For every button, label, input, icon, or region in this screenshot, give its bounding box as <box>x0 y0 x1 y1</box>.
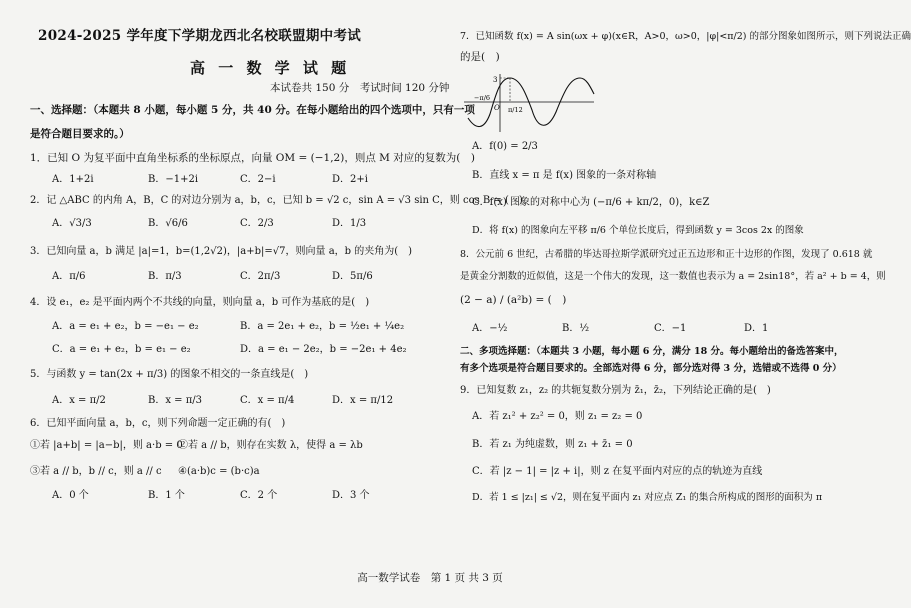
exam-info: 本试卷共 150 分 考试时间 120 分钟 <box>270 82 450 94</box>
q5-option-a: A．x = π/2 <box>52 395 106 406</box>
page-footer: 高一数学试卷 第 1 页 共 3 页 <box>357 572 503 584</box>
q8-option-b: B．½ <box>562 323 590 334</box>
q5-option-d: D．x = π/12 <box>332 395 394 406</box>
q1-option-b: B．−1+2i <box>148 174 199 185</box>
section2-heading: 二、多项选择题：（本题共 3 小题，每小题 6 分，满分 18 分。每小题给出的备选答案中， <box>460 346 844 357</box>
q4-option-d: D．a = e₁ − 2e₂，b = −2e₁ + 4e₂ <box>240 344 407 355</box>
q1-stem: 1．已知 O 为复平面中直角坐标系的坐标原点，向量 OM = (−1,2)，则点 M 对应的复数为( ) <box>30 152 475 164</box>
section1-heading: 一、选择题：（本题共 8 小题，每小题 5 分，共 40 分。在每小题给出的四个选项中，只有一项 <box>30 104 475 116</box>
q7-stem: 7．已知函数 f(x) = A sin(ωx + φ)(x∈R，A>0，ω>0，|φ|<π/2) 的部分图象如图所示，则下列说法正确 <box>460 31 911 42</box>
q6-option-b: B．1 个 <box>148 490 185 501</box>
q3-option-d: D．5π/6 <box>332 271 373 282</box>
section1-heading-cont: 是符合题目要求的。） <box>30 128 130 140</box>
q8-expression: (2 − a) / (a²b) = ( ) <box>460 294 567 306</box>
graph-label-pi-12: π/12 <box>508 106 523 114</box>
q7-stem-cont: 的是( ) <box>460 51 500 63</box>
q4-option-b: B．a = 2e₁ + e₂，b = ½e₁ + ¼e₂ <box>240 321 405 332</box>
q2-stem: 2．记 △ABC 的内角 A，B，C 的对边分别为 a，b，c，已知 b = √2 c，sin A = √3 sin C，则 cos B = ( ) <box>30 195 523 206</box>
q8-option-d: D．1 <box>744 323 769 334</box>
q8-option-a: A．−½ <box>472 323 508 334</box>
q4-option-a: A．a = e₁ + e₂，b = −e₁ − e₂ <box>52 321 199 332</box>
q9-stem: 9．已知复数 z₁，z₂ 的共轭复数分别为 z̄₁，z̄₂，下列结论正确的是( ) <box>460 385 771 396</box>
q7-function-graph <box>464 72 596 134</box>
q5-option-b: B．x = π/3 <box>148 395 203 406</box>
q7-option-c: C．f(x) 图象的对称中心为 (−π/6 + kπ/2，0)，k∈Z <box>472 197 710 208</box>
q8-stem-cont: 是黄金分割数的近似值，这是一个伟大的发现，这一数值也表示为 a = 2sin18°，若 a² + b = 4，则 <box>460 271 886 282</box>
q6-statement-4: ④(a·b)c = (b·c)a <box>178 466 260 477</box>
q4-stem: 4．设 e₁，e₂ 是平面内两个不共线的向量，则向量 a，b 可作为基底的是( ) <box>30 297 370 308</box>
section2-heading-cont: 有多个选项是符合题目要求的。全部选对得 6 分，部分选对得 3 分，选错或不选得 0 分） <box>460 363 842 374</box>
q9-option-d: D．若 1 ≤ |z₁| ≤ √2，则在复平面内 z₁ 对应点 Z₁ 的集合所构成的图形的面积为 π <box>472 492 823 503</box>
q5-option-c: C．x = π/4 <box>240 395 295 406</box>
q3-stem: 3．已知向量 a，b 满足 |a|=1，b=(1,2√2)，|a+b|=√7，则向量 a，b 的夹角为( ) <box>30 246 413 257</box>
q3-option-c: C．2π/3 <box>240 271 281 282</box>
q9-option-a: A．若 z₁² + z₂² = 0，则 z₁ = z₂ = 0 <box>472 411 643 422</box>
q2-option-d: D．1/3 <box>332 218 367 229</box>
q1-option-a: A．1+2i <box>52 174 94 185</box>
graph-label-neg-pi-6: −π/6 <box>474 94 491 102</box>
q1-option-c: C．2−i <box>240 174 276 185</box>
graph-label-3: 3 <box>493 76 498 84</box>
q3-option-b: B．π/3 <box>148 271 182 282</box>
q7-option-b: B．直线 x = π 是 f(x) 图象的一条对称轴 <box>472 170 657 181</box>
q6-statement-1: ①若 |a+b| = |a−b|，则 a·b = 0 <box>30 440 183 451</box>
q2-option-b: B．√6/6 <box>148 218 188 229</box>
q9-option-c: C．若 |z − 1| = |z + i|，则 z 在复平面内对应的点的轨迹为直线 <box>472 466 763 477</box>
q5-stem: 5．与函数 y = tan(2x + π/3) 的图象不相交的一条直线是( ) <box>30 369 309 380</box>
q9-option-b: B．若 z₁ 为纯虚数，则 z₁ + z̄₁ = 0 <box>472 439 633 450</box>
q6-option-a: A．0 个 <box>52 490 89 501</box>
exam-title: 2024-2025 学年度下学期龙西北名校联盟期中考试 <box>38 28 362 44</box>
q1-option-d: D．2+i <box>332 174 368 185</box>
q6-option-d: D．3 个 <box>332 490 370 501</box>
q7-option-a: A．f(0) = 2/3 <box>472 141 538 152</box>
q2-option-a: A．√3/3 <box>52 218 92 229</box>
q3-option-a: A．π/6 <box>52 271 86 282</box>
q6-option-c: C．2 个 <box>240 490 278 501</box>
q6-statement-2: ②若 a // b，则存在实数 λ，使得 a = λb <box>178 440 363 451</box>
q2-option-c: C．2/3 <box>240 218 274 229</box>
q8-option-c: C．−1 <box>654 323 687 334</box>
q6-stem: 6．已知平面向量 a，b，c，则下列命题一定正确的有( ) <box>30 418 286 429</box>
q4-option-c: C．a = e₁ + e₂，b = e₁ − e₂ <box>52 344 191 355</box>
exam-subtitle: 高 一 数 学 试 题 <box>190 59 351 77</box>
q8-stem: 8．公元前 6 世纪，古希腊的毕达哥拉斯学派研究过正五边形和正十边形的作图，发现了 0.618 就 <box>460 249 873 260</box>
graph-label-origin: O <box>494 104 500 112</box>
q7-option-d: D．将 f(x) 的图象向左平移 π/6 个单位长度后，得到函数 y = 3cos 2x 的图象 <box>472 225 804 236</box>
q6-statement-3: ③若 a // b，b // c，则 a // c <box>30 466 162 477</box>
